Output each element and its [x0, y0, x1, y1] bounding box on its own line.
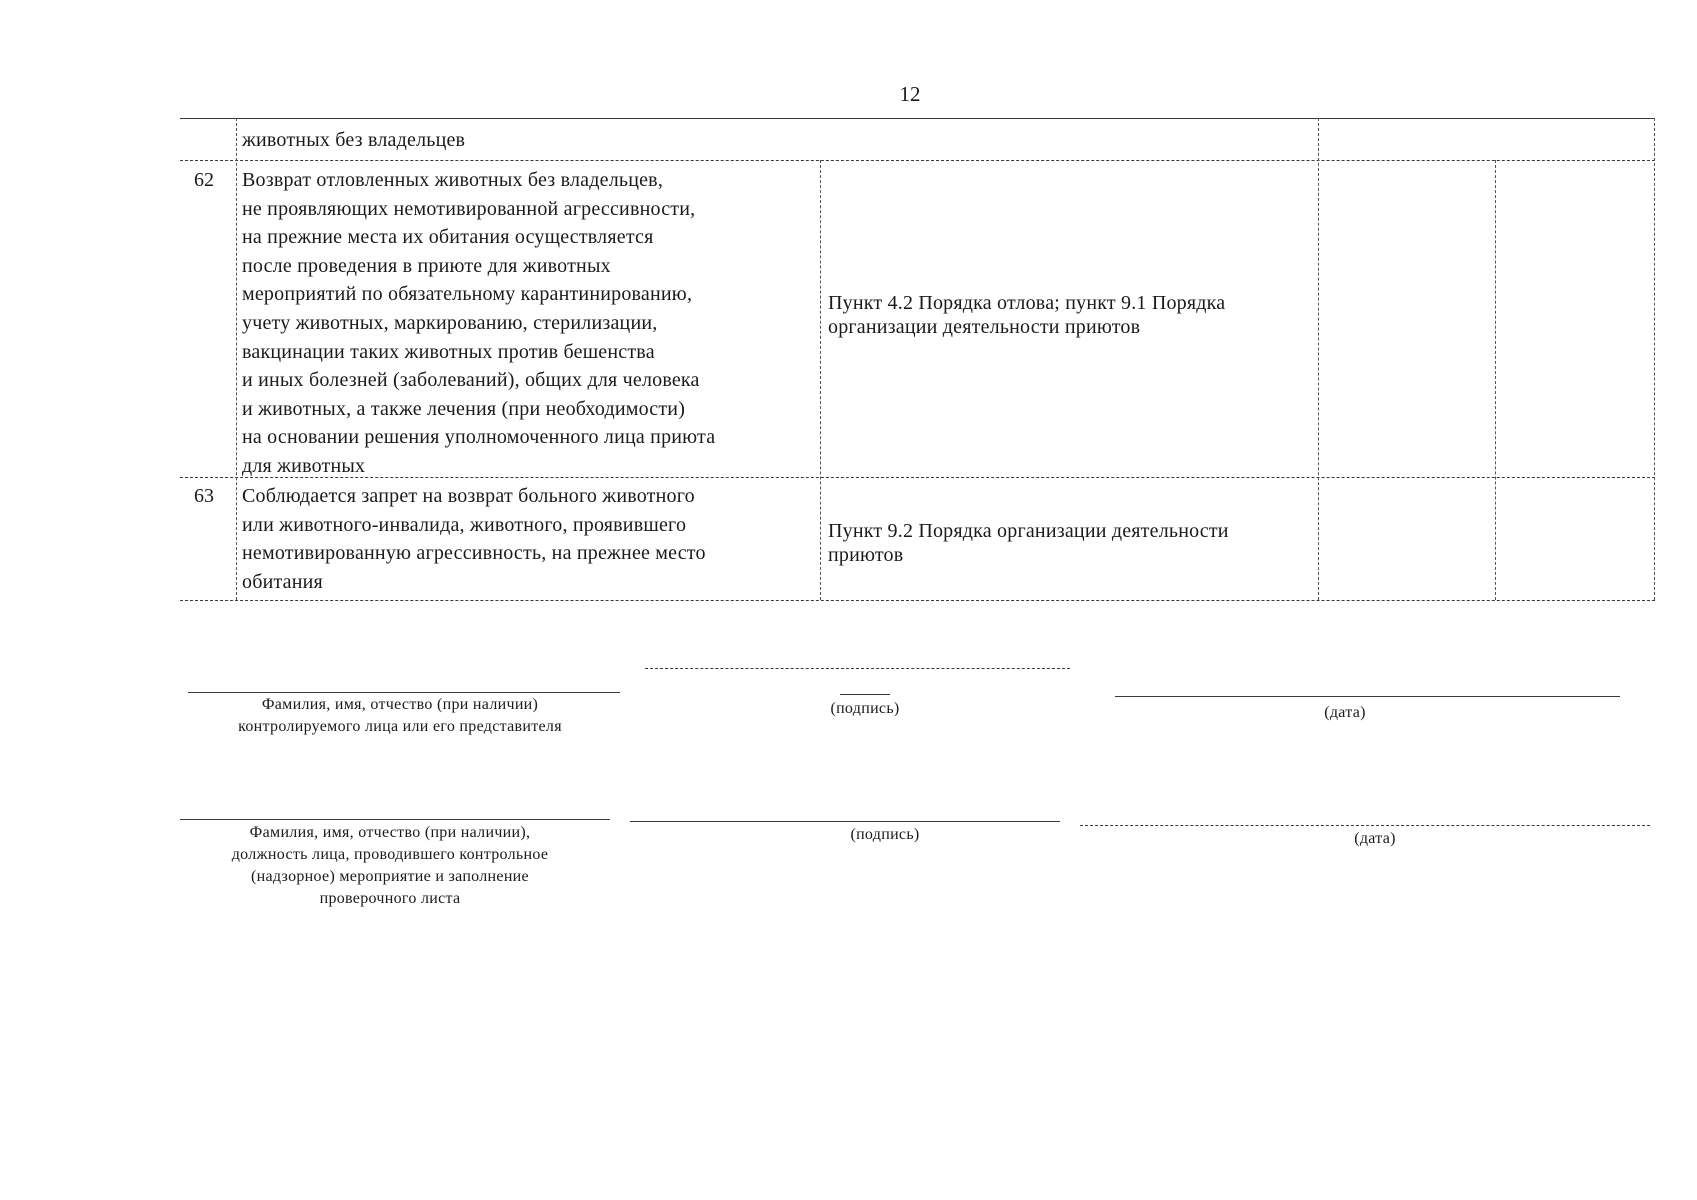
row-number: 62 — [194, 169, 214, 191]
table-bottom-border — [180, 600, 1655, 601]
column-divider — [1654, 118, 1655, 600]
requirement-line: для животных — [242, 454, 366, 477]
requirement-line: после проведения в приюте для животных — [242, 254, 611, 277]
signature-caption: (подпись) — [850, 826, 920, 843]
reference-text — [828, 291, 1328, 339]
signature-caption: (подпись) — [830, 700, 900, 717]
requirement-line: немотивированную агрессивность, на прежнее место — [242, 542, 706, 565]
caption-line: проверочного листа — [319, 890, 461, 907]
continuation-text: животных без владельцев — [242, 129, 466, 151]
requirement-line: на прежние места их обитания осуществляется — [242, 226, 654, 249]
requirement-text — [242, 166, 822, 481]
reference-text — [828, 519, 1328, 567]
column-divider — [1495, 160, 1496, 600]
reference-line: организации деятельности приютов — [828, 316, 1141, 338]
date-caption: (дата) — [1324, 704, 1366, 721]
reference-line: приютов — [828, 544, 904, 566]
caption-line: должность лица, проводившего контрольное — [231, 846, 549, 863]
reference-line: Пункт 4.2 Порядка отлова; пункт 9.1 Порядка — [828, 292, 1226, 314]
caption-line: (надзорное) мероприятие и заполнение — [251, 868, 529, 885]
name-caption — [180, 822, 600, 910]
caption-line: Фамилия, имя, отчество (при наличии), — [249, 824, 531, 841]
name-line — [180, 819, 610, 820]
requirement-line: не проявляющих немотивированной агрессивности, — [242, 197, 696, 220]
requirement-line: Соблюдается запрет на возврат больного животного — [242, 485, 695, 507]
requirement-line: или животного-инвалида, животного, проявившего — [242, 513, 687, 536]
reference-line: Пункт 9.2 Порядка организации деятельности — [828, 520, 1229, 542]
requirement-text — [242, 482, 822, 596]
signature-line — [630, 821, 1060, 822]
page-number: 12 — [899, 82, 921, 106]
column-divider — [236, 118, 237, 600]
date-line — [1080, 825, 1650, 826]
signature-line-upper — [645, 668, 1070, 669]
row-divider — [180, 160, 1655, 161]
requirement-line: обитания — [242, 570, 323, 593]
name-line — [188, 692, 620, 693]
requirement-line: Возврат отловленных животных без владельцев, — [242, 169, 664, 191]
name-caption — [190, 694, 610, 738]
table-top-border — [180, 118, 1655, 119]
requirement-line: мероприятий по обязательному карантинированию, — [242, 283, 693, 306]
date-line — [1115, 696, 1620, 697]
requirement-line: и иных болезней (заболеваний), общих для человека — [242, 369, 700, 392]
signature-line — [840, 694, 890, 695]
requirement-line: учету животных, маркированию, стерилизации, — [242, 311, 658, 334]
requirement-line: на основании решения уполномоченного лица приюта — [242, 426, 716, 449]
date-caption: (дата) — [1354, 830, 1396, 847]
caption-line: Фамилия, имя, отчество (при наличии) — [261, 696, 539, 713]
row-number: 63 — [194, 485, 214, 507]
requirement-line: вакцинации таких животных против бешенства — [242, 340, 655, 363]
requirement-line: и животных, а также лечения (при необходимости) — [242, 397, 686, 420]
caption-line: контролируемого лица или его представителя — [238, 718, 562, 735]
